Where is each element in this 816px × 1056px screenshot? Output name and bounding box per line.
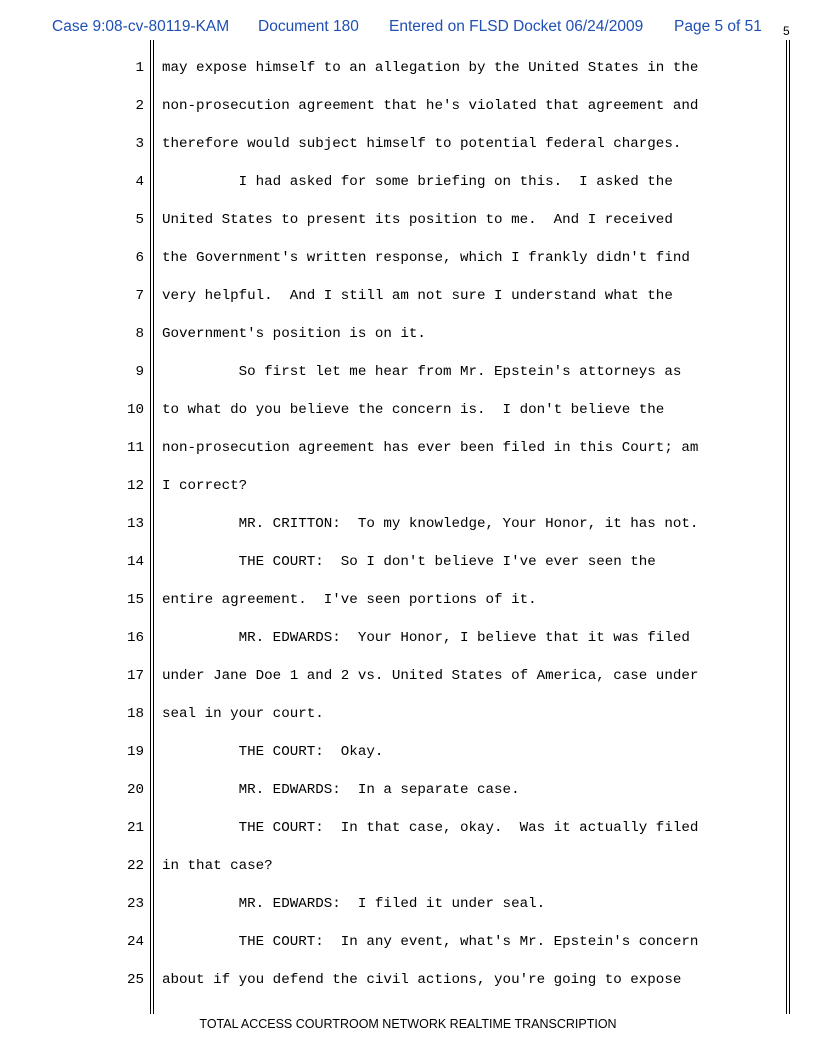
line-number: 24: [126, 934, 144, 950]
transcript-line: [0, 886, 816, 924]
transcript-line: [0, 544, 816, 582]
line-number: 6: [135, 250, 144, 266]
transcript-line: [0, 734, 816, 772]
line-text: to what do you believe the concern is. I don't believe the: [162, 402, 665, 418]
transcript-line: [0, 430, 816, 468]
line-text: about if you defend the civil actions, you're going to expose: [162, 972, 682, 988]
transcript-line: [0, 164, 816, 202]
transcript-line: [0, 240, 816, 278]
transcript-line: [0, 772, 816, 810]
line-text: United States to present its position to me. And I received: [162, 212, 673, 228]
line-text: I correct?: [162, 478, 248, 494]
line-text: therefore would subject himself to potential federal charges.: [162, 136, 682, 152]
line-number: 21: [126, 820, 144, 836]
line-text: Government's position is on it.: [162, 326, 426, 342]
line-number: 4: [135, 174, 144, 190]
transcript-line: [0, 202, 816, 240]
line-number: 16: [126, 630, 144, 646]
transcript-line: [0, 392, 816, 430]
case-number: Case 9:08-cv-80119-KAM: [52, 18, 230, 35]
transcript-line: [0, 962, 816, 1000]
line-text: So first let me hear from Mr. Epstein's attorneys as: [162, 364, 682, 380]
entered-date: Entered on FLSD Docket 06/24/2009: [389, 18, 644, 35]
line-number: 17: [126, 668, 144, 684]
transcript-line: [0, 278, 816, 316]
line-number: 9: [135, 364, 144, 380]
line-number: 19: [126, 744, 144, 760]
line-number: 2: [135, 98, 144, 114]
transcript-line: [0, 696, 816, 734]
transcript-line: [0, 126, 816, 164]
line-text: MR. EDWARDS: Your Honor, I believe that it was filed: [162, 630, 690, 646]
line-number: 7: [135, 288, 144, 304]
line-number: 12: [126, 478, 144, 494]
line-number: 20: [126, 782, 144, 798]
line-number: 8: [135, 326, 144, 342]
line-text: the Government's written response, which I frankly didn't find: [162, 250, 690, 266]
line-text: entire agreement. I've seen portions of it.: [162, 592, 537, 608]
line-text: non-prosecution agreement that he's violated that agreement and: [162, 98, 699, 114]
line-text: THE COURT: Okay.: [162, 744, 384, 760]
line-text: THE COURT: In any event, what's Mr. Epstein's concern: [162, 934, 699, 950]
line-text: MR. CRITTON: To my knowledge, Your Honor, it has not.: [162, 516, 699, 532]
line-text: non-prosecution agreement has ever been filed in this Court; am: [162, 440, 699, 456]
transcript-line: [0, 620, 816, 658]
line-text: may expose himself to an allegation by the United States in the: [162, 60, 699, 76]
line-number: 11: [126, 440, 144, 456]
docket-header: [52, 18, 762, 38]
transcript-line: [0, 848, 816, 886]
transcript-line: [0, 88, 816, 126]
transcript-page-number: 5: [783, 24, 790, 38]
line-text: MR. EDWARDS: I filed it under seal.: [162, 896, 546, 912]
line-number: 3: [135, 136, 144, 152]
line-number: 13: [126, 516, 144, 532]
transcript-line: [0, 354, 816, 392]
transcript-line: [0, 810, 816, 848]
transcript-line: [0, 658, 816, 696]
page-indicator: Page 5 of 51: [674, 18, 762, 35]
transcript-line: [0, 924, 816, 962]
transcript-line: [0, 50, 816, 88]
line-number: 25: [126, 972, 144, 988]
line-number: 22: [126, 858, 144, 874]
line-number: 14: [126, 554, 144, 570]
line-number: 5: [135, 212, 144, 228]
line-text: under Jane Doe 1 and 2 vs. United States of America, case under: [162, 668, 699, 684]
transcript-line: [0, 316, 816, 354]
line-text: MR. EDWARDS: In a separate case.: [162, 782, 520, 798]
line-text: THE COURT: In that case, okay. Was it actually filed: [162, 820, 699, 836]
line-text: I had asked for some briefing on this. I asked the: [162, 174, 673, 190]
transcript-line: [0, 582, 816, 620]
line-number: 18: [126, 706, 144, 722]
footer: TOTAL ACCESS COURTROOM NETWORK REALTIME TRANSCRIPTION: [199, 1017, 617, 1031]
transcript-line: [0, 506, 816, 544]
line-text: seal in your court.: [162, 706, 324, 722]
transcript-line: [0, 468, 816, 506]
line-text: very helpful. And I still am not sure I understand what the: [162, 288, 673, 304]
line-number: 23: [126, 896, 144, 912]
line-number: 10: [126, 402, 144, 418]
line-number: 15: [126, 592, 144, 608]
document-number: Document 180: [258, 18, 359, 35]
line-text: THE COURT: So I don't believe I've ever seen the: [162, 554, 656, 570]
line-number: 1: [135, 60, 144, 76]
line-text: in that case?: [162, 858, 273, 874]
